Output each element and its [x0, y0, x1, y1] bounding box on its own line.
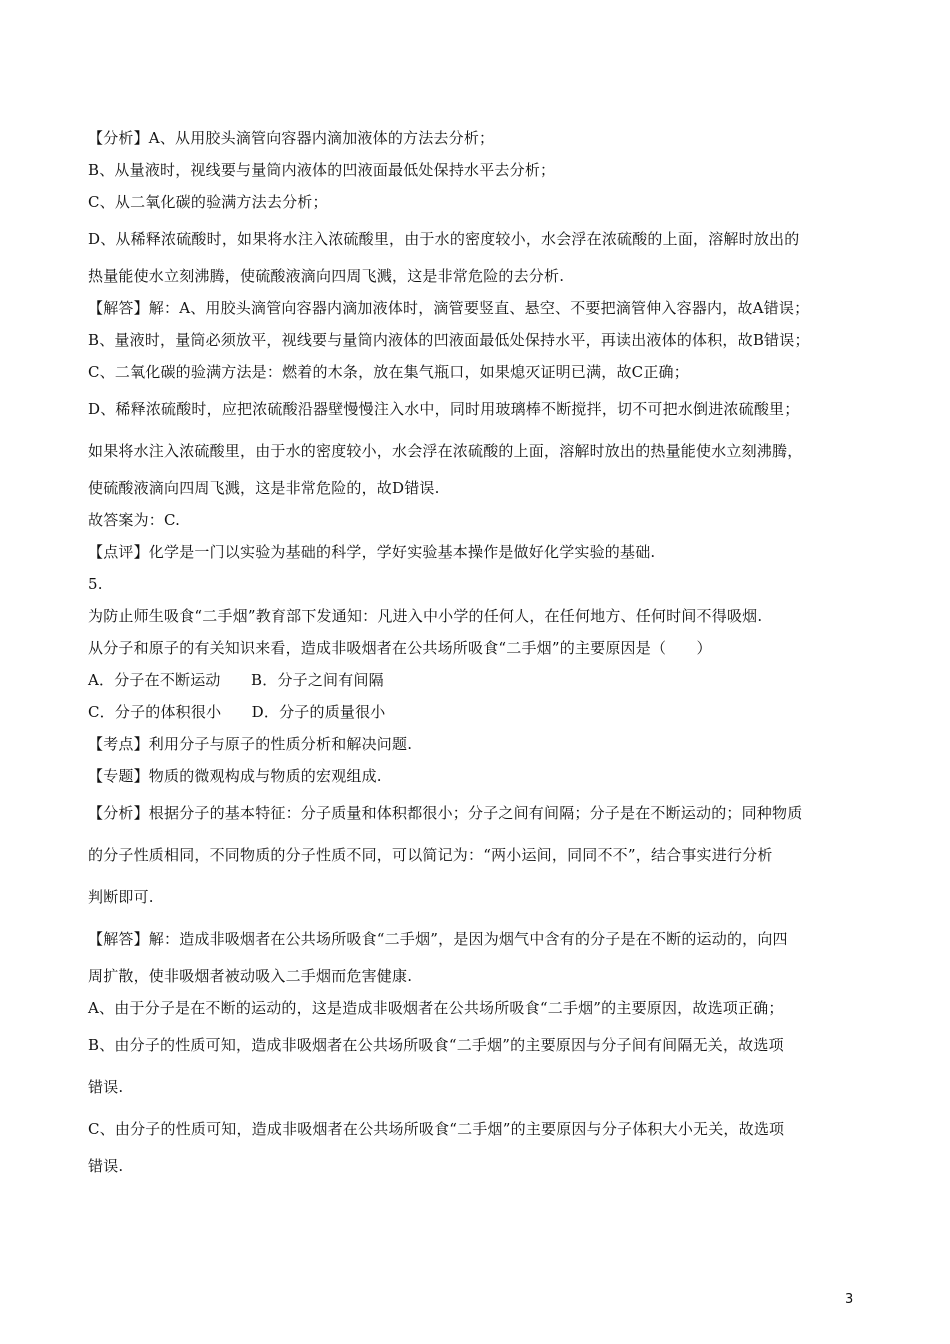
analysis-option-c: C、从二氧化碳的验满方法去分析； — [88, 193, 328, 211]
analysis2-line-1: 【分析】根据分子的基本特征：分子质量和体积都很小；分子之间有间隔；分子是在不断运动的；同种物质 — [88, 804, 803, 822]
question-text-2: 从分子和原子的有关知识来看，造成非吸烟者在公共场所吸食“二手烟”的主要原因是（ ） — [88, 639, 712, 657]
solution-option-d-cont-1: 如果将水注入浓硫酸里，由于水的密度较小，水会浮在浓硫酸的上面，溶解时放出的热量能使水立刻沸腾， — [88, 442, 803, 460]
solution2-option-a: A、由于分子是在不断的运动的，这是造成非吸烟者在公共场所吸食“二手烟”的主要原因，故选项正确； — [88, 999, 784, 1017]
solution2-option-b: B、由分子的性质可知，造成非吸烟者在公共场所吸食“二手烟”的主要原因与分子间有间隔无关，故选项 — [88, 1036, 784, 1054]
solution-option-c: C、二氧化碳的验满方法是：燃着的木条，放在集气瓶口，如果熄灭证明已满，故C正确； — [88, 363, 689, 381]
solution2-option-c-cont: 错误. — [88, 1157, 124, 1175]
analysis2-line-2: 的分子性质相同，不同物质的分子性质不同，可以简记为：“两小运间，同同不不”，结合事实进行分析 — [88, 846, 773, 864]
analysis-header-line: 【分析】A、从用胶头滴管向容器内滴加液体的方法去分析； — [88, 129, 495, 147]
solution2-option-b-cont: 错误. — [88, 1078, 124, 1096]
comment-line: 【点评】化学是一门以实验为基础的科学，学好实验基本操作是做好化学实验的基础. — [88, 543, 656, 561]
question-options-cd: C．分子的体积很小 D．分子的质量很小 — [88, 703, 386, 721]
answer-line: 故答案为：C. — [88, 511, 181, 529]
solution2-line-2: 周扩散，使非吸烟者被动吸入二手烟而危害健康. — [88, 967, 413, 985]
analysis-option-d-cont: 热量能使水立刻沸腾，使硫酸液滴向四周飞溅，这是非常危险的去分析. — [88, 267, 565, 285]
solution-option-b: B、量液时，量筒必须放平，视线要与量筒内液体的凹液面最低处保持水平，再读出液体的体积，故B错误； — [88, 331, 810, 349]
solution2-option-c: C、由分子的性质可知，造成非吸烟者在公共场所吸食“二手烟”的主要原因与分子体积大小无关，故选项 — [88, 1120, 785, 1138]
solution-option-d: D、稀释浓硫酸时，应把浓硫酸沿器壁慢慢注入水中，同时用玻璃棒不断搅拌，切不可把水倒进浓硫酸里； — [88, 400, 800, 418]
document-body — [88, 124, 878, 1184]
page-number: 3 — [845, 1292, 854, 1307]
topic-line: 【专题】物质的微观构成与物质的宏观组成. — [88, 767, 382, 785]
knowledge-point-line: 【考点】利用分子与原子的性质分析和解决问题. — [88, 735, 413, 753]
analysis-option-d: D、从稀释浓硫酸时，如果将水注入浓硫酸里，由于水的密度较小，水会浮在浓硫酸的上面，溶解时放出的 — [88, 230, 800, 248]
question-number: 5. — [88, 575, 103, 593]
solution2-line-1: 【解答】解：造成非吸烟者在公共场所吸食“二手烟”，是因为烟气中含有的分子是在不断的运动的，向四 — [88, 930, 788, 948]
question-text-1: 为防止师生吸食“二手烟”教育部下发通知：凡进入中小学的任何人，在任何地方、任何时间不得吸烟. — [88, 607, 763, 625]
solution-header-line: 【解答】解：A、用胶头滴管向容器内滴加液体时，滴管要竖直、悬空、不要把滴管伸入容器内，故A错误； — [88, 299, 810, 317]
analysis-option-b: B、从量液时，视线要与量筒内液体的凹液面最低处保持水平去分析； — [88, 161, 556, 179]
solution-option-d-cont-2: 使硫酸液滴向四周飞溅，这是非常危险的，故D错误. — [88, 479, 440, 497]
question-options-ab: A．分子在不断运动 B．分子之间有间隔 — [88, 671, 384, 689]
analysis2-line-3: 判断即可. — [88, 888, 154, 906]
